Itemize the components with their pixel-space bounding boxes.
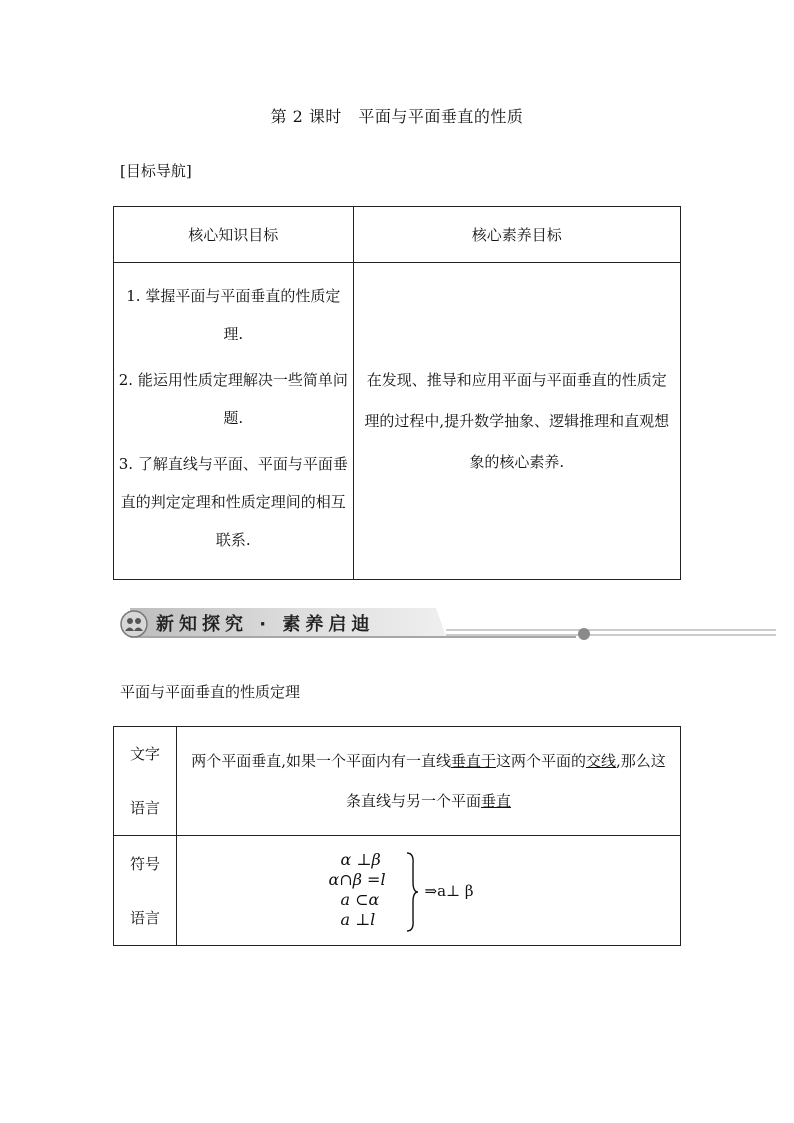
formula-conclusion: ⇒a⊥ β (424, 881, 474, 900)
label-text-language: 文字 语言 (114, 727, 177, 836)
label-symbol-language: 符号 语言 (114, 836, 177, 946)
header-knowledge-goals: 核心知识目标 (114, 207, 354, 263)
knowledge-goals-cell (114, 263, 354, 580)
formula-line: α ⊥β (340, 849, 381, 869)
theorem-formula (329, 846, 529, 936)
knowledge-goal-item: 2. 能运用性质定理解决一些简单问题. (118, 371, 348, 427)
banner-title: 新知探究 · 素养启迪 (156, 614, 375, 635)
knowledge-goal-item: 3. 了解直线与平面、平面与平面垂直的判定定理和性质定理间的相互联系. (118, 455, 348, 549)
section-heading: 平面与平面垂直的性质定理 (120, 683, 301, 701)
theorem-table (113, 726, 681, 946)
header-literacy-goals: 核心素养目标 (353, 207, 680, 263)
banner-dot-icon (578, 628, 590, 640)
theorem-symbol-cell (177, 836, 681, 946)
formula-line: α∩β =l (328, 869, 386, 889)
goals-table (113, 206, 681, 580)
literacy-goal-text: 在发现、推导和应用平面与平面垂直的性质定理的过程中,提升数学抽象、逻辑推理和直观想象的核心素养. (364, 370, 670, 471)
underlined-term: 垂直 (481, 792, 512, 810)
formula-line: a ⊂α (340, 889, 380, 909)
section-banner (116, 604, 776, 646)
section-label-goals: [目标导航] (120, 162, 192, 180)
people-group-icon (120, 610, 148, 638)
page-title: 第 2 课时 平面与平面垂直的性质 (270, 107, 524, 126)
theorem-text-cell (177, 727, 681, 836)
underlined-term: 交线 (586, 752, 617, 770)
formula-line: a ⊥l (340, 909, 376, 929)
right-brace-icon (405, 852, 419, 932)
literacy-goals-cell (353, 263, 680, 580)
theorem-statement: 两个平面垂直,如果一个平面内有一直线垂直于这两个平面的交线,那么这条直线与另一个平面垂直 (191, 752, 666, 810)
knowledge-goal-item: 1. 掌握平面与平面垂直的性质定理. (126, 287, 341, 343)
underlined-term: 垂直于 (450, 752, 496, 770)
